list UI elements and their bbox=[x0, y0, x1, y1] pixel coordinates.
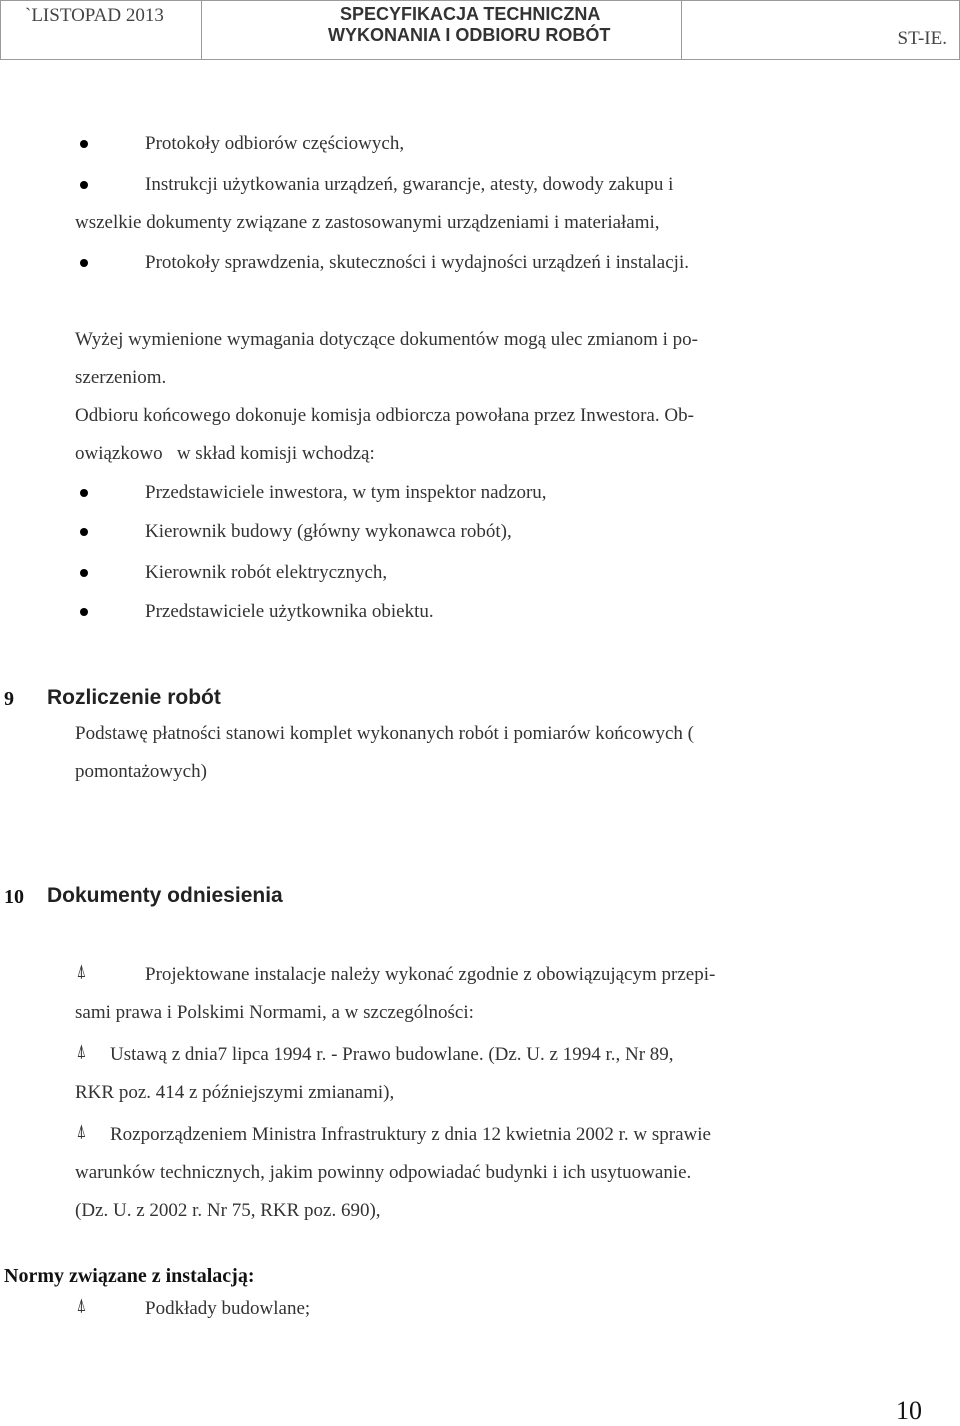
paragraph-line: Wyżej wymienione wymagania dotyczące dokumentów mogą ulec zmianom i po- bbox=[75, 329, 699, 350]
list-item: Projektowane instalacje należy wykonać zgodnie z obowiązującym przepi- bbox=[145, 964, 716, 985]
list-item: Protokoły odbiorów częściowych, bbox=[145, 133, 405, 154]
list-item-continuation: RKR poz. 414 z późniejszymi zmianami), bbox=[75, 1082, 395, 1103]
bullet-dot-icon bbox=[80, 181, 88, 189]
header-code-cell bbox=[682, 0, 960, 60]
list-item: Przedstawiciele użytkownika obiektu. bbox=[145, 601, 434, 622]
bullet-dot-icon bbox=[80, 259, 88, 267]
plane-glyph-icon: ⍋ bbox=[76, 961, 87, 982]
list-item-continuation: (Dz. U. z 2002 r. Nr 75, RKR poz. 690), bbox=[75, 1200, 381, 1221]
paragraph-line: Podstawę płatności stanowi komplet wykonanych robót i pomiarów końcowych ( bbox=[75, 723, 694, 744]
paragraph-line: pomontażowych) bbox=[75, 761, 207, 782]
section-title: Dokumenty odniesienia bbox=[47, 884, 283, 907]
section-number: 10 bbox=[4, 886, 24, 908]
norms-heading: Normy związane z instalacją: bbox=[4, 1265, 255, 1287]
list-item: Protokoły sprawdzenia, skuteczności i wydajności urządzeń i instalacji. bbox=[145, 252, 689, 273]
header-title-line1: SPECYFIKACJA TECHNICZNA bbox=[340, 4, 601, 24]
plane-glyph-icon: ⍋ bbox=[76, 1121, 87, 1142]
paragraph-line: owiązkowo w skład komisji wchodzą: bbox=[75, 443, 375, 464]
page-number: 10 bbox=[896, 1396, 922, 1425]
header-code: ST-IE. bbox=[897, 28, 947, 49]
list-item-continuation: warunków technicznych, jakim powinny odpowiadać budynki i ich usytuowanie. bbox=[75, 1162, 692, 1183]
header-title-line2: WYKONANIA I ODBIORU ROBÓT bbox=[328, 25, 611, 45]
list-item: Kierownik robót elektrycznych, bbox=[145, 562, 388, 583]
list-item: Rozporządzeniem Ministra Infrastruktury z dnia 12 kwietnia 2002 r. w sprawie bbox=[110, 1124, 711, 1145]
bullet-dot-icon bbox=[80, 140, 88, 148]
list-item: Podkłady budowlane; bbox=[145, 1298, 311, 1319]
list-item-text: Instrukcji użytkowania urządzeń, gwarancje, atesty, dowody zakupu i bbox=[145, 174, 674, 195]
list-item: Przedstawiciele inwestora, w tym inspektor nadzoru, bbox=[145, 482, 547, 503]
list-item: Ustawą z dnia7 lipca 1994 r. - Prawo budowlane. (Dz. U. z 1994 r., Nr 89, bbox=[110, 1044, 674, 1065]
paragraph-line: szerzeniom. bbox=[75, 367, 167, 388]
section-title: Rozliczenie robót bbox=[47, 686, 221, 709]
section-number: 9 bbox=[4, 688, 14, 710]
list-item: Kierownik budowy (główny wykonawca robót), bbox=[145, 521, 512, 542]
paragraph-line: Odbioru końcowego dokonuje komisja odbiorcza powołana przez Inwestora. Ob- bbox=[75, 405, 694, 426]
bullet-dot-icon bbox=[80, 569, 88, 577]
bullet-dot-icon bbox=[80, 489, 88, 497]
header-title-cell bbox=[202, 0, 682, 60]
page-header bbox=[0, 0, 960, 62]
list-item-continuation: wszelkie dokumenty związane z zastosowanymi urządzeniami i materiałami, bbox=[75, 212, 660, 233]
header-date-cell bbox=[0, 0, 202, 60]
list-item bbox=[145, 173, 817, 197]
bullet-dot-icon bbox=[80, 608, 88, 616]
bullet-dot-icon bbox=[80, 528, 88, 536]
list-item-continuation: sami prawa i Polskimi Normami, a w szczególności: bbox=[75, 1002, 474, 1023]
plane-glyph-icon: ⍋ bbox=[76, 1041, 87, 1062]
header-date: `LISTOPAD 2013 bbox=[25, 5, 164, 26]
plane-glyph-icon: ⍋ bbox=[76, 1295, 87, 1316]
